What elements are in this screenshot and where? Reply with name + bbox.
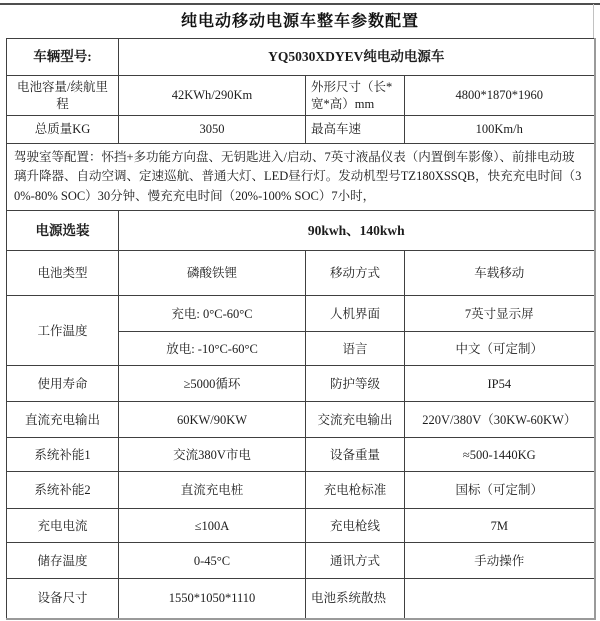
language-value-cell: 中文（可定制） [405,332,595,366]
table-row-current [7,509,595,543]
ac-output-label-cell: 交流充电输出 [306,402,405,438]
battery-type-value-cell: 磷酸铁锂 [119,251,306,296]
hmi-value-cell: 7英寸显示屏 [405,296,595,332]
recharge2-value-cell: 直流充电桩 [119,472,306,509]
max-speed-value-cell: 100Km/h [405,116,595,144]
power-option-label-cell: 电源选装 [7,211,119,251]
work-temp-label-cell: 工作温度 [7,296,119,366]
size-label-cell: 设备尺寸 [7,579,119,619]
table-row-battery [7,76,595,116]
cooling-label-cell: 电池系统散热 [306,579,405,619]
life-value-cell: ≥5000循环 [119,366,306,402]
recharge2-label-cell: 系统补能2 [7,472,119,509]
page-title: 纯电动移动电源车整车参数配置 [180,13,419,30]
storage-label-cell: 储存温度 [7,543,119,579]
table-row-work-temp-charge [7,296,595,332]
battery-type-label-cell: 电池类型 [7,251,119,296]
gun-standard-value-cell: 国标（可定制） [405,472,595,509]
table-row-size [7,579,595,619]
model-value-cell: YQ5030XDYEV纯电动电源车 [119,39,595,76]
dimensions-value-cell: 4800*1870*1960 [405,76,595,116]
work-temp-discharge-cell: 放电: -10°C-60°C [119,332,306,366]
recharge1-value-cell: 交流380V市电 [119,438,306,472]
gun-cable-label-cell: 充电枪线 [306,509,405,543]
table-row-dc-output [7,402,595,438]
mobility-value-cell: 车载移动 [405,251,595,296]
table-row-cab-note [7,144,595,211]
recharge1-label-cell: 系统补能1 [7,438,119,472]
gun-standard-label-cell: 充电枪标准 [306,472,405,509]
dc-output-label-cell: 直流充电输出 [7,402,119,438]
cab-config-note-cell: 驾驶室等配置：怀挡+多功能方向盘、无钥匙进入/启动、7英寸液晶仪表（内置倒车影像）、前排电动玻璃升降器、自动空调、定速巡航、普通大灯、LED昼行灯。发动机型号TZ180XSSQB，快充充电时间（30%-80% SOC）30分钟、慢充充电时间（20%-100% SOC）7小时， [7,144,595,211]
dimensions-label-cell: 外形尺寸（长*宽*高）mm [306,76,405,116]
gun-cable-value-cell: 7M [405,509,595,543]
life-label-cell: 使用寿命 [7,366,119,402]
mass-value-cell: 3050 [119,116,306,144]
protection-label-cell: 防护等级 [306,366,405,402]
weight-label-cell: 设备重量 [306,438,405,472]
weight-value-cell: ≈500-1440KG [405,438,595,472]
table-row-mass [7,116,595,144]
table-row-storage [7,543,595,579]
battery-value-cell: 42KWh/290Km [119,76,306,116]
spec-table [6,38,596,620]
hmi-label-cell: 人机界面 [306,296,405,332]
language-label-cell: 语言 [306,332,405,366]
power-option-value-cell: 90kwh、140kwh [119,211,595,251]
table-row-power-option [7,211,595,251]
dc-output-value-cell: 60KW/90KW [119,402,306,438]
protection-value-cell: IP54 [405,366,595,402]
mobility-label-cell: 移动方式 [306,251,405,296]
table-row-recharge2 [7,472,595,509]
current-label-cell: 充电电流 [7,509,119,543]
battery-label-cell: 电池容量/续航里程 [7,76,119,116]
top-divider-line [0,3,600,5]
comm-value-cell: 手动操作 [405,543,595,579]
model-label-cell: 车辆型号: [7,39,119,76]
current-value-cell: ≤100A [119,509,306,543]
ac-output-value-cell: 220V/380V（30KW-60KW） [405,402,595,438]
max-speed-label-cell: 最高车速 [306,116,405,144]
mass-label-cell: 总质量KG [7,116,119,144]
comm-label-cell: 通讯方式 [306,543,405,579]
work-temp-charge-cell: 充电: 0°C-60°C [119,296,306,332]
size-value-cell: 1550*1050*1110 [119,579,306,619]
table-row-battery-type [7,251,595,296]
storage-value-cell: 0-45°C [119,543,306,579]
table-row-recharge1 [7,438,595,472]
cooling-value-cell [405,579,595,619]
table-row-life [7,366,595,402]
table-row-model [7,39,595,76]
